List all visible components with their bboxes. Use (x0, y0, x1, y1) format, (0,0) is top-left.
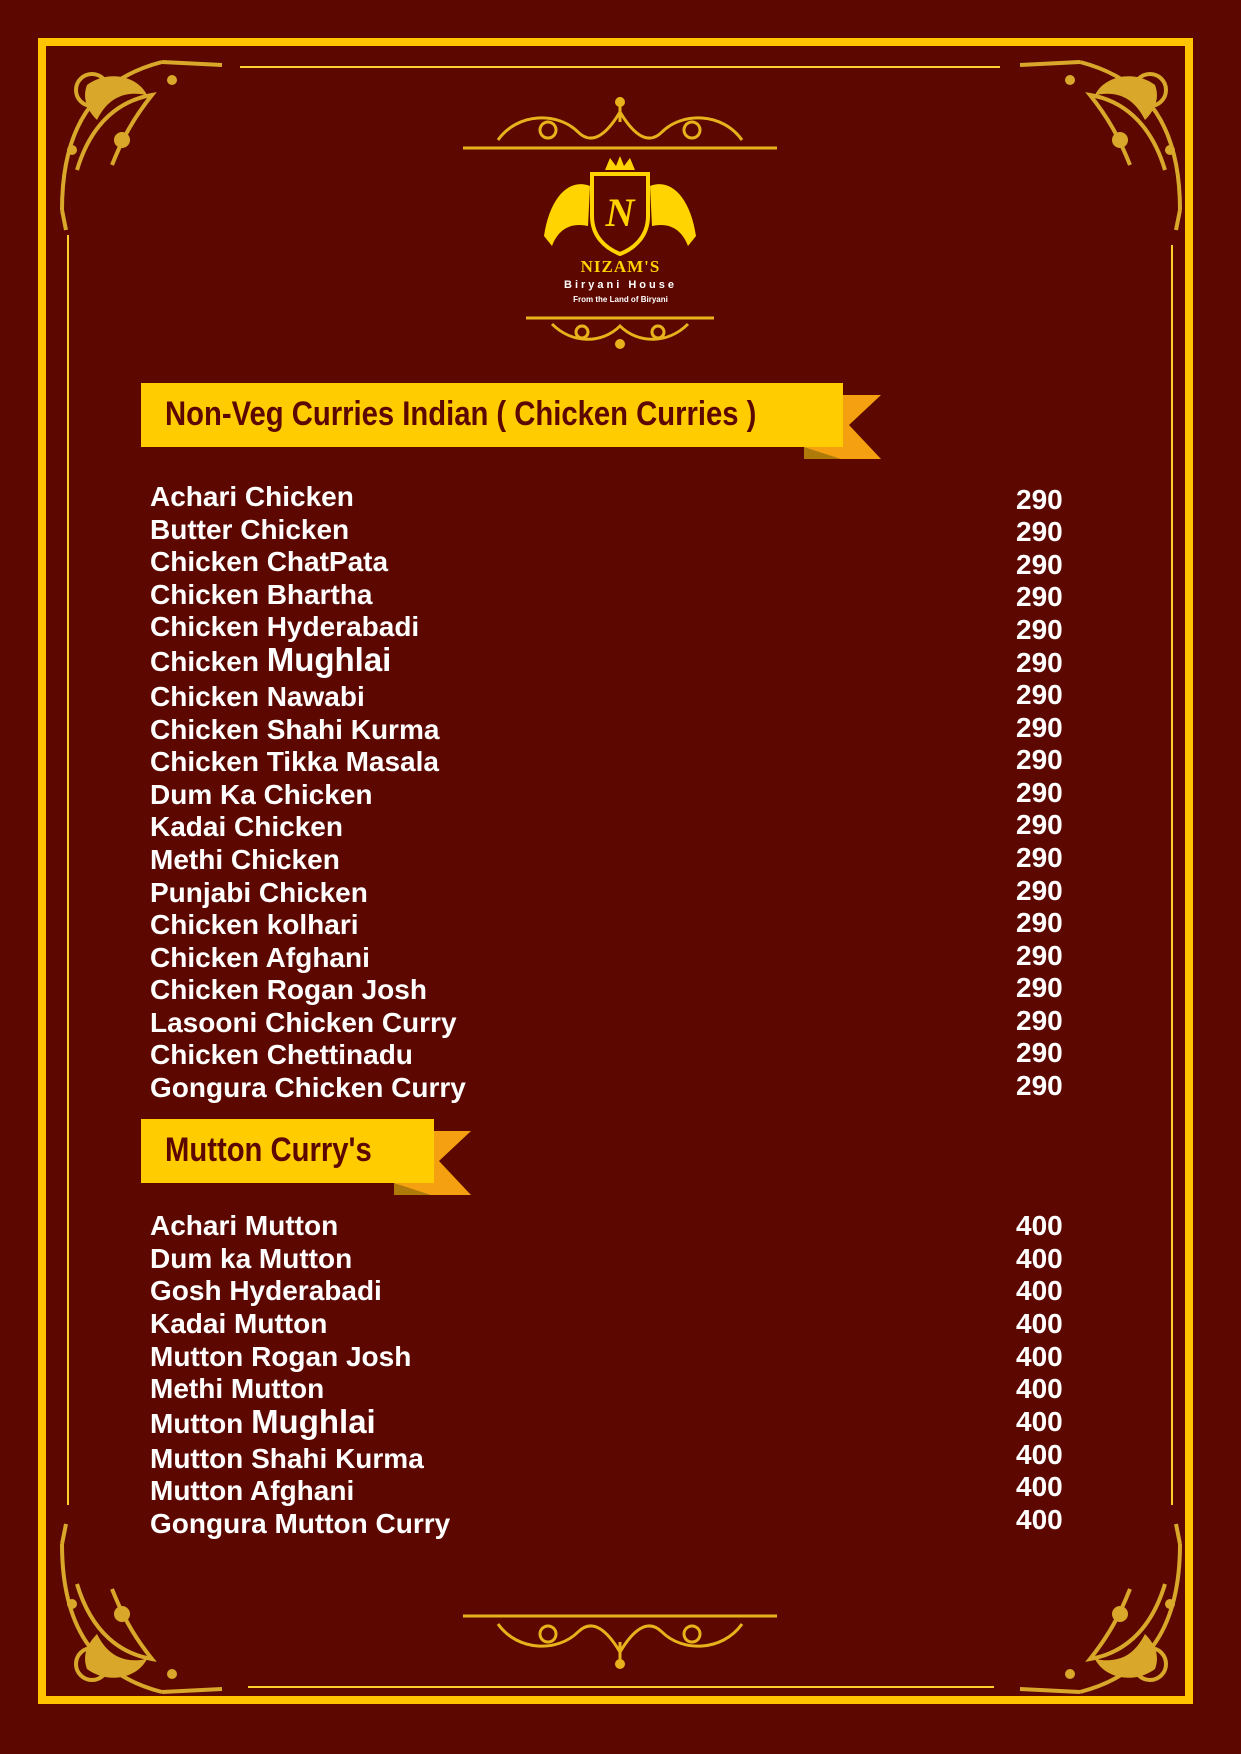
menu-item-name (150, 641, 392, 678)
menu-item-name: Achari Mutton (150, 1210, 339, 1241)
menu-item-name: Gosh Hyderabadi (150, 1275, 382, 1306)
menu-item-name: Methi Chicken (150, 844, 340, 875)
menu-item-price: 290 (1016, 842, 1063, 873)
menu-item-price: 290 (1016, 549, 1063, 580)
menu-item-name: Chicken Bhartha (150, 579, 373, 610)
brand-name: NIZAM'S (580, 257, 661, 276)
menu-item-name: Kadai Chicken (150, 811, 343, 842)
menu-item-name-emphasis: Mughlai (266, 641, 392, 678)
menu-item-price: 290 (1016, 647, 1063, 678)
menu-item-name: Chicken Chettinadu (150, 1039, 413, 1070)
menu-item-name: Chicken kolhari (150, 909, 359, 940)
menu-item-price: 290 (1016, 679, 1063, 710)
menu-item-name: Chicken Rogan Josh (150, 974, 427, 1005)
menu-item-price: 400 (1016, 1210, 1063, 1241)
inner-line-left (67, 235, 69, 1505)
menu-item-price: 400 (1016, 1504, 1063, 1535)
menu-item-name: Chicken Shahi Kurma (150, 714, 440, 745)
menu-item-name: Punjabi Chicken (150, 877, 368, 908)
menu-item-price: 290 (1016, 875, 1063, 906)
inner-line-bottom (248, 1686, 994, 1688)
menu-item-price: 290 (1016, 940, 1063, 971)
menu-item-price: 290 (1016, 1037, 1063, 1068)
logo-monogram: N (605, 190, 635, 235)
brand-line1: Biryani House (564, 279, 677, 291)
section-banner-mutton (141, 1119, 473, 1197)
menu-item-name: Mutton Rogan Josh (150, 1341, 412, 1372)
section-banner-chicken (141, 383, 883, 461)
menu-item-name: Mutton Afghani (150, 1475, 355, 1506)
menu-item-price: 290 (1016, 972, 1063, 1003)
menu-item-price: 290 (1016, 744, 1063, 775)
menu-item-name-prefix: Chicken (150, 646, 267, 677)
menu-item-price: 400 (1016, 1373, 1063, 1404)
menu-item-price: 290 (1016, 516, 1063, 547)
menu-item-price: 290 (1016, 1070, 1063, 1101)
menu-item-name: Methi Mutton (150, 1373, 325, 1404)
menu-item-name: Gongura Chicken Curry (150, 1072, 466, 1103)
menu-item-name-emphasis: Mughlai (251, 1403, 376, 1440)
inner-line-right (1171, 245, 1173, 1505)
brand-line2: From the Land of Biryani (573, 295, 668, 304)
menu-item-name: Dum ka Mutton (150, 1243, 353, 1274)
menu-item-price: 400 (1016, 1308, 1063, 1339)
menu-item-name: Chicken Afghani (150, 942, 370, 973)
menu-item-price: 400 (1016, 1471, 1063, 1502)
menu-item-price: 290 (1016, 712, 1063, 743)
menu-item-name: Gongura Mutton Curry (150, 1508, 451, 1539)
menu-item-price: 290 (1016, 809, 1063, 840)
menu-item-name: Chicken Nawabi (150, 681, 365, 712)
menu-item-name: Butter Chicken (150, 514, 350, 545)
logo-bottom-ornament (522, 312, 718, 352)
menu-item-name: Chicken ChatPata (150, 546, 389, 577)
corner-ornament-top-left (52, 50, 242, 240)
menu-item-name: Mutton Shahi Kurma (150, 1443, 424, 1474)
menu-item-price: 400 (1016, 1243, 1063, 1274)
inner-line-top (240, 66, 1000, 68)
menu-item-price: 400 (1016, 1439, 1063, 1470)
menu-item-name: Kadai Mutton (150, 1308, 328, 1339)
section-title: Mutton Curry's (165, 1131, 372, 1169)
logo-crest (540, 156, 700, 256)
menu-item-price: 400 (1016, 1406, 1063, 1437)
menu-item-price: 290 (1016, 484, 1063, 515)
menu-item-name: Achari Chicken (150, 481, 354, 512)
section-title: Non-Veg Curries Indian ( Chicken Curries ) (165, 395, 757, 433)
menu-item-price: 290 (1016, 907, 1063, 938)
menu-item-price: 290 (1016, 614, 1063, 645)
menu-item-price: 400 (1016, 1275, 1063, 1306)
menu-item-name: Chicken Hyderabadi (150, 611, 420, 642)
menu-item-name (150, 1403, 376, 1440)
menu-item-name: Dum Ka Chicken (150, 779, 373, 810)
menu-item-name: Lasooni Chicken Curry (150, 1007, 457, 1038)
corner-ornament-bottom-right (1000, 1514, 1190, 1704)
corner-ornament-bottom-left (52, 1514, 242, 1704)
footer-scroll-ornament (458, 1608, 782, 1674)
menu-item-name-prefix: Mutton (150, 1408, 252, 1439)
corner-ornament-top-right (1000, 50, 1190, 240)
menu-item-price: 290 (1016, 777, 1063, 808)
menu-item-name: Chicken Tikka Masala (150, 746, 439, 777)
header-scroll-ornament (458, 92, 782, 158)
menu-item-price: 290 (1016, 581, 1063, 612)
menu-item-price: 290 (1016, 1005, 1063, 1036)
menu-item-price: 400 (1016, 1341, 1063, 1372)
